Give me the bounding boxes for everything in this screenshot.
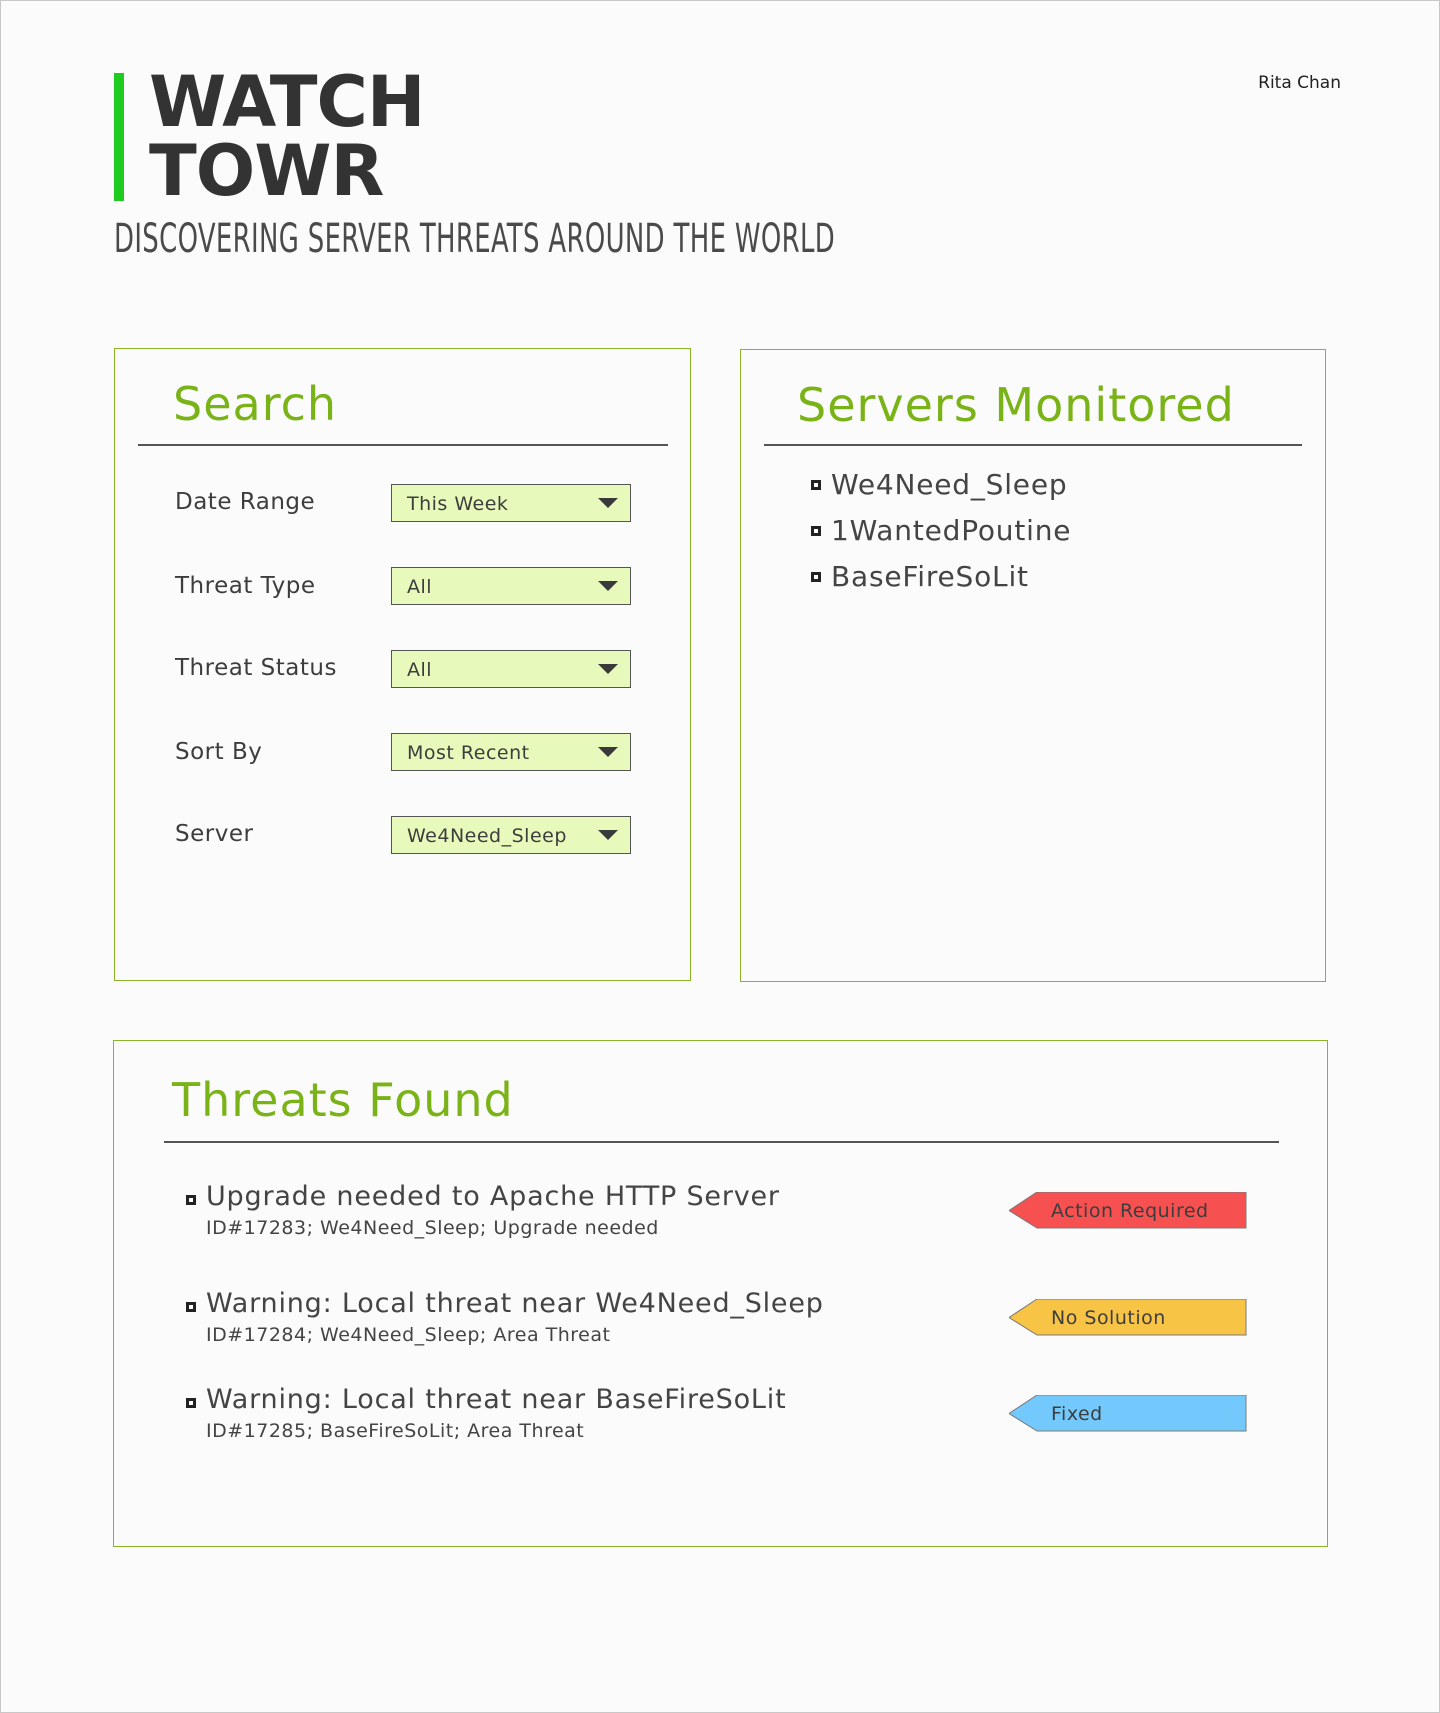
threat-meta: ID#17285; BaseFireSoLit; Area Threat (206, 1420, 585, 1442)
server-item-1wantedpoutine[interactable]: 1WantedPoutine (831, 514, 1072, 547)
servers-panel (740, 349, 1326, 982)
chevron-down-icon (598, 581, 618, 591)
status-badge-no-solution[interactable] (1009, 1299, 1247, 1336)
threats-panel (113, 1040, 1328, 1547)
logo-line-1: WATCH (149, 61, 425, 143)
chevron-down-icon (598, 664, 618, 674)
threat-status-value: All (407, 659, 433, 681)
status-badge-action-required[interactable] (1009, 1192, 1247, 1229)
sort-by-value: Most Recent (407, 742, 530, 764)
date-range-value: This Week (407, 493, 509, 515)
bullet-icon (186, 1302, 196, 1312)
server-item-we4need-sleep[interactable]: We4Need_Sleep (831, 468, 1068, 501)
threat-title[interactable]: Warning: Local threat near We4Need_Sleep (206, 1288, 824, 1319)
chevron-down-icon (598, 747, 618, 757)
status-badge-fixed[interactable] (1009, 1395, 1247, 1432)
threat-meta: ID#17284; We4Need_Sleep; Area Threat (206, 1324, 611, 1346)
servers-title: Servers Monitored (797, 378, 1235, 432)
search-title: Search (173, 377, 338, 431)
sort-by-label: Sort By (175, 739, 263, 765)
chevron-down-icon (598, 498, 618, 508)
threat-meta: ID#17283; We4Need_Sleep; Upgrade needed (206, 1217, 659, 1239)
server-item-basefiresolit[interactable]: BaseFireSoLit (831, 560, 1029, 593)
logo-accent-bar (114, 73, 124, 201)
status-label: No Solution (1051, 1307, 1166, 1329)
threat-status-label: Threat Status (175, 655, 337, 681)
threat-type-label: Threat Type (175, 573, 316, 599)
status-label: Action Required (1051, 1200, 1209, 1222)
threat-title[interactable]: Warning: Local threat near BaseFireSoLit (206, 1384, 787, 1415)
tag-shape-icon (1009, 1395, 1247, 1432)
sort-by-select[interactable] (391, 733, 631, 771)
threat-type-select[interactable] (391, 567, 631, 605)
threat-type-value: All (407, 576, 433, 598)
server-value: We4Need_Sleep (407, 825, 567, 847)
threats-title-rule (164, 1141, 1279, 1143)
bullet-icon (186, 1195, 196, 1205)
user-name[interactable]: Rita Chan (1258, 73, 1341, 93)
bullet-icon (811, 526, 821, 536)
bullet-icon (186, 1398, 196, 1408)
tagline: DISCOVERING SERVER THREATS AROUND THE WORLD (114, 216, 836, 262)
threat-title[interactable]: Upgrade needed to Apache HTTP Server (206, 1181, 780, 1212)
search-panel (114, 348, 691, 981)
status-label: Fixed (1051, 1403, 1103, 1425)
chevron-down-icon (598, 830, 618, 840)
threats-title: Threats Found (172, 1073, 514, 1127)
bullet-icon (811, 572, 821, 582)
search-title-rule (138, 444, 668, 446)
date-range-select[interactable] (391, 484, 631, 522)
server-select[interactable] (391, 816, 631, 854)
bullet-icon (811, 480, 821, 490)
logo-line-2: TOWR (149, 130, 384, 212)
servers-title-rule (764, 444, 1302, 446)
date-range-label: Date Range (175, 489, 316, 515)
server-label: Server (175, 821, 254, 847)
threat-status-select[interactable] (391, 650, 631, 688)
